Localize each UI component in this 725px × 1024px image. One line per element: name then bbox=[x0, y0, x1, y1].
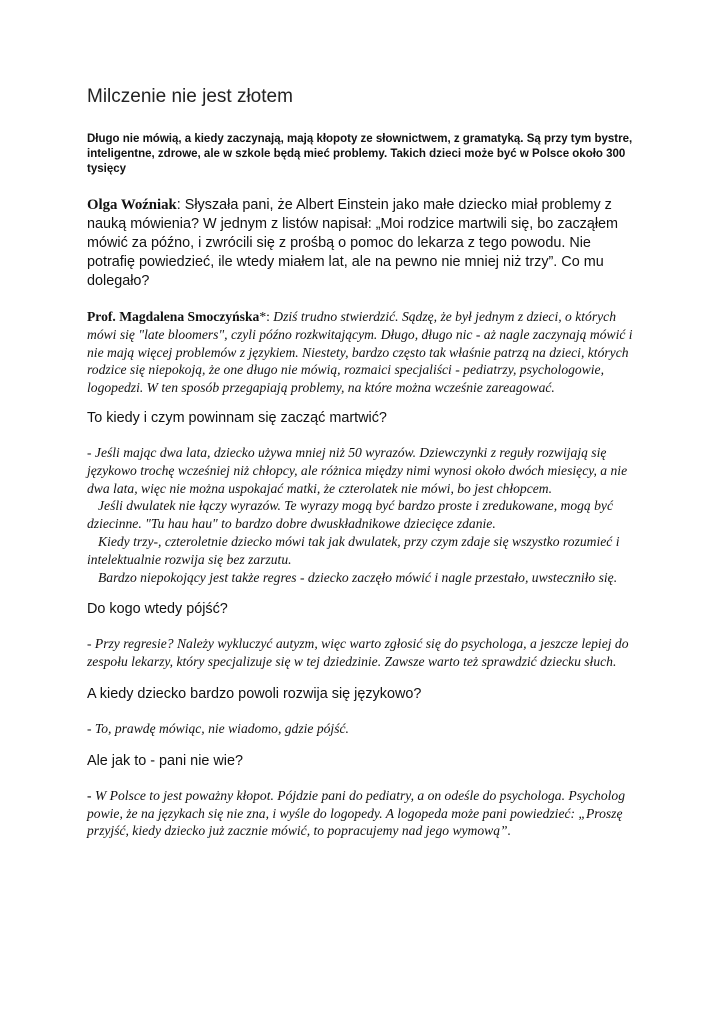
answer-2 bbox=[87, 444, 635, 586]
answer-3 bbox=[87, 635, 635, 671]
answer-3-paragraph: - Przy regresie? Należy wykluczyć autyzm, więc warto zgłosić się do psychologa, a jeszcze lepiej do zespołu lekarzy, który specjalizuje się w tej dziedzinie. Zawsze warto też sprawdzić dziecku słuch. bbox=[87, 636, 629, 670]
answer-2-paragraph: Bardzo niepokojący jest także regres - dziecko zaczęło mówić i nagle przestało, uwsteczniło się. bbox=[98, 569, 618, 585]
question-3: Do kogo wtedy pójść? bbox=[87, 601, 228, 618]
answer-5-dash: - bbox=[87, 787, 95, 803]
answer-2-paragraph: - Jeśli mając dwa lata, dziecko używa mniej niż 50 wyrazów. Dziewczynki z reguły rozwijają się językowo trochę wcześniej niż chłopcy, ale różnica między nimi wynosi około dwóch miesięcy, a nie dwa lata, więc nie można uspokajać matki, że czterolatek nie mówi, bo jest chłopcem. bbox=[87, 444, 628, 496]
interviewer-name: Olga Woźniak bbox=[87, 197, 177, 213]
interviewee-name: Prof. Magdalena Smoczyńska bbox=[87, 309, 260, 324]
answer-2-paragraph: Jeśli dwulatek nie łączy wyrazów. Te wyrazy mogą być bardzo proste i zredukowane, mogą być dziecinne. "Tu hau hau" to bardzo dobre dwuskładnikowe dziecięce zdanie. bbox=[87, 498, 613, 532]
question-1-text: Słyszała pani, że Albert Einstein jako małe dziecko miał problemy z nauką mówienia? W jednym z listów napisał: „Moi rodzice martwili się, bo zacząłem mówić za późno, i zwrócili się z prośbą o pomoc do lekarza z tego powodu. Nie potrafię powiedzieć, ile wtedy miałem lat, ale na pewno nie mniej niż trzy”. Co mu dolegało? bbox=[87, 197, 619, 289]
answer-2-paragraph: Kiedy trzy-, czteroletnie dziecko mówi tak jak dwulatek, przy czym zdaje się wszystko rozumieć i intelektualnie rozwija się bez zarzutu. bbox=[87, 533, 620, 567]
article-title: Milczenie nie jest złotem bbox=[87, 86, 293, 107]
question-5: Ale jak to - pani nie wie? bbox=[87, 752, 243, 769]
article-lead: Długo nie mówią, a kiedy zaczynają, mają kłopoty ze słownictwem, z gramatyką. Są przy tym bystre, inteligentne, zdrowe, ale w szkole będą mieć problemy. Takich dzieci może być w Polsce około 300 tysięcy bbox=[87, 133, 633, 175]
answer-5-text: W Polsce to jest poważny kłopot. Pójdzie pani do pediatry, a on odeśle do psychologa. Psycholog powie, że na językach się nie zna, i wyśle do logopedy. A logopeda może pani powiedzieć: „Proszę przyjść, kiedy dziecko już zacznie mówić, to popracujemy nad jego wymową”. bbox=[87, 787, 626, 839]
question-4: A kiedy dziecko bardzo powoli rozwija się językowo? bbox=[87, 685, 422, 702]
answer-4 bbox=[87, 720, 635, 738]
question-2: To kiedy i czym powinnam się zacząć martwić? bbox=[87, 409, 387, 426]
answer-5 bbox=[87, 787, 635, 840]
answer-1 bbox=[87, 308, 635, 397]
question-1 bbox=[87, 196, 635, 291]
document-page bbox=[87, 84, 635, 854]
answer-5-paragraph bbox=[87, 787, 635, 840]
answer-1-marker: *: bbox=[259, 309, 274, 324]
question-1-separator: : bbox=[176, 197, 181, 213]
answer-4-paragraph: - To, prawdę mówiąc, nie wiadomo, gdzie pójść. bbox=[87, 720, 349, 736]
answer-1-text: Dziś trudno stwierdzić. Sądzę, że był jednym z dzieci, o których mówi się "late bloomers", czyli późno rozkwitającym. Długo, długo nic - aż nagle zaczynają mówić i nie mają więcej problemów z językiem. Niestety, bardzo często tak właśnie patrzą na dzieci, których rodzice się niepokoją, że one długo nie mówią, rozmaici specjaliści - pediatrzy, psychologowie, logopedzi. W ten sposób przegapiają problemy, na które można wcześnie zareagować. bbox=[87, 309, 633, 396]
